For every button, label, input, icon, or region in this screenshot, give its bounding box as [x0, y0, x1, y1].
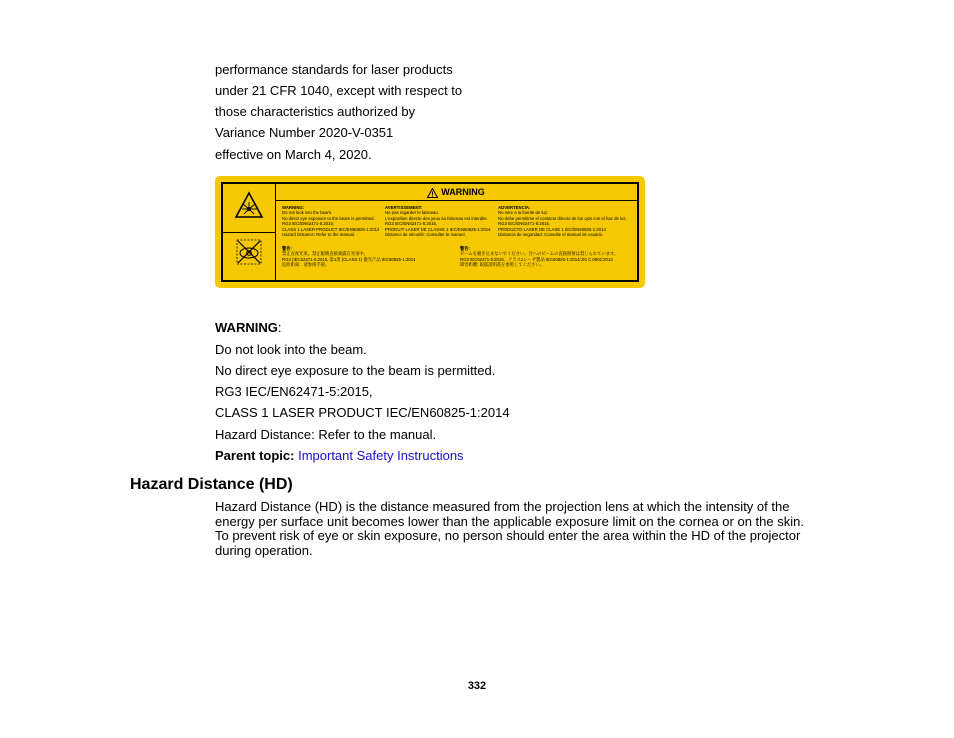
label-text: RG3 (IEC62471-5:2015, 第1类 (CLASS 1) 激光产品 IEC60825-1:2014	[282, 256, 416, 262]
label-text: RG3 IEC/EN62471-5:2015,	[498, 221, 551, 227]
warning-heading-colon: :	[277, 320, 282, 335]
label-text: 障害距離: 取扱説明書を参照してください。	[460, 262, 545, 268]
section-title: Hazard Distance (HD)	[130, 476, 293, 493]
section-paragraph: Hazard Distance (HD) is the distance measured from the projection lens at which the intensity of the energy per surface unit becomes lower than the applicable exposure limit on the cornea or on the skin. To prevent risk of eye or skin exposure, no person should enter the area within the HD of the projector during operation.	[215, 499, 804, 558]
parent-topic	[215, 448, 464, 463]
label-column-en	[282, 205, 379, 237]
parent-topic-label: Parent topic:	[215, 448, 295, 463]
parent-topic-link[interactable]: Important Safety Instructions	[298, 448, 464, 463]
label-heading: 警告:	[282, 246, 293, 251]
warning-label	[215, 176, 645, 288]
label-heading: AVERTISSEMENT:	[385, 205, 423, 210]
intro-line: Variance Number 2020-V-0351	[215, 125, 394, 140]
label-text: Do not look into the beam.	[282, 210, 333, 216]
label-text: CLASS 1 LASER PRODUCT IEC/EN60825-1:2014	[282, 226, 380, 232]
label-text: PRODUIT LASER DE CLASSE 1 IEC/EN60825-1:2014	[385, 226, 491, 232]
label-title-text: WARNING	[441, 187, 485, 197]
intro-line: those characteristics authorized by	[215, 104, 416, 119]
warning-heading-text: WARNING	[215, 320, 278, 335]
label-text: Distancia de seguridad: Consulte el manual de usuario.	[498, 232, 604, 238]
label-text: 危险距离：请参阅手册。	[282, 262, 330, 268]
intro-line: under 21 CFR 1040, except with respect to	[215, 83, 463, 98]
label-title	[275, 184, 637, 201]
label-text: Distance de sécurité: Consulter le manuel.	[385, 232, 466, 238]
label-symbol-column	[223, 184, 276, 280]
label-text: Hazard Distance: Refer to the manual.	[282, 232, 356, 238]
label-heading: ADVERTENCIA:	[498, 205, 531, 210]
label-column-fr	[385, 205, 490, 237]
label-heading: 警告:	[460, 246, 471, 251]
label-text: No direct eye exposure to the beam is permitted.	[282, 215, 375, 221]
laser-warning-icon	[234, 191, 264, 219]
label-column-zh	[282, 246, 416, 268]
label-text: L'exposition directe des yeux au faisceau est interdite.	[385, 215, 488, 221]
label-column-es	[498, 205, 627, 237]
intro-line: effective on March 4, 2020.	[215, 147, 372, 162]
warning-line: No direct eye exposure to the beam is permitted.	[215, 363, 496, 378]
warning-line: Hazard Distance: Refer to the manual.	[215, 427, 437, 442]
label-text: Ne pas regarder le faisceau.	[385, 210, 439, 216]
warning-label-border	[221, 182, 639, 282]
label-column-ja	[460, 246, 618, 268]
label-text: RG3 IEC62471-5:2015、クラス1レーザ製品 IEC60825-1:2014/JIS C 6802:2014	[460, 256, 613, 262]
label-text: No mire a la fuente de luz.	[498, 210, 549, 216]
page-number: 332	[467, 680, 487, 692]
label-text: ビームを覗き込まないでください。目へのビームの直接照射は禁じられています。	[460, 251, 619, 257]
warning-line: CLASS 1 LASER PRODUCT IEC/EN60825-1:2014	[215, 405, 510, 420]
warning-triangle-icon	[427, 188, 438, 198]
label-text: No debe permitirse el contacto directo de los ojos con el haz de luz.	[498, 215, 627, 221]
warning-line: Do not look into the beam.	[215, 342, 367, 357]
label-heading: WARNING:	[282, 205, 305, 210]
intro-line: performance standards for laser products	[215, 62, 453, 77]
warning-line: RG3 IEC/EN62471-5:2015,	[215, 384, 373, 399]
label-text: RG3 IEC/EN62471-5:2015,	[282, 221, 335, 227]
symbol-divider	[223, 232, 275, 233]
label-text: PRODUCTO LASER DE CLASE 1 IEC/EN60825-1:2014	[498, 226, 606, 232]
label-text: RG3 IEC/EN62471-5:2015,	[385, 221, 438, 227]
label-text: 禁止直视光束。禁止眼睛直接暴露在光束中。	[282, 251, 368, 257]
warning-heading	[215, 320, 281, 335]
no-eye-exposure-icon	[235, 238, 263, 266]
